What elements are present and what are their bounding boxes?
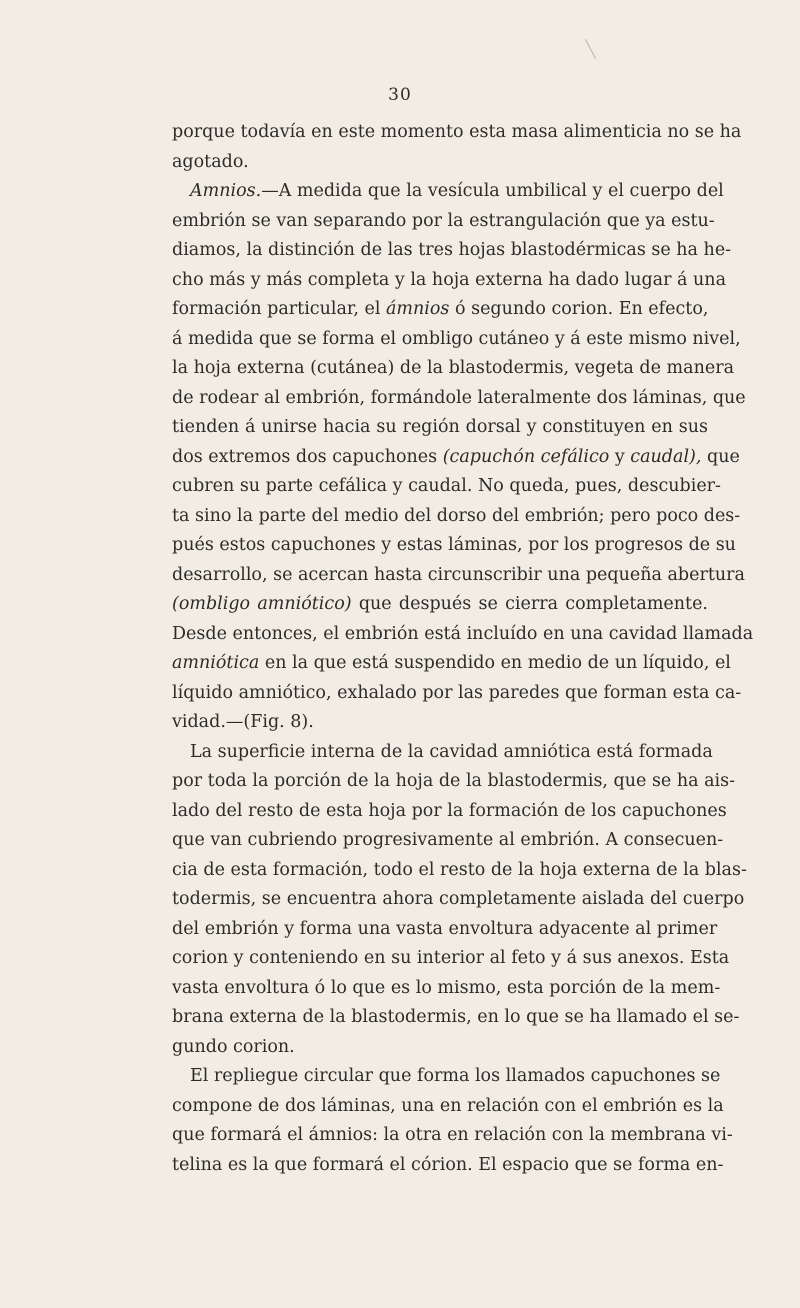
text-line: [172, 177, 724, 207]
text-line: por toda la porción de la hoja de la blastodermis, que se ha ais-: [172, 771, 736, 791]
text-line: todermis, se encuentra ahora completamente aislada del cuerpo: [172, 889, 745, 909]
text-line: pués estos capuchones y estas láminas, por los progresos de su: [172, 535, 736, 555]
text-run: dos extremos dos capuchones: [172, 446, 443, 467]
text-line: cho más y más completa y la hoja externa ha dado lugar á una: [172, 269, 727, 290]
text-run: y: [609, 446, 631, 467]
text-line: [172, 649, 731, 679]
text-line: vidad.—(Fig. 8).: [172, 712, 314, 732]
text-run: en la que está suspendido en medio de un líquido, el: [259, 653, 731, 673]
page-number: 30: [388, 85, 412, 105]
body-text: [172, 118, 754, 1180]
text-line: La superficie interna de la cavidad amniótica está formada: [190, 741, 713, 762]
text-line: [172, 443, 740, 473]
text-run: que: [701, 446, 740, 467]
text-line: porque todavía en este momento esta masa alimenticia no se ha: [172, 122, 742, 142]
text-line: cubren su parte cefálica y caudal. No queda, pues, descubier-: [172, 476, 721, 496]
text-line: gundo corion.: [172, 1036, 295, 1057]
text-line: del embrión y forma una vasta envoltura adyacente al primer: [172, 918, 718, 939]
text-line: á medida que se forma el ombligo cutáneo y á este mismo nivel,: [172, 328, 741, 349]
italic-term: (ombligo amniótico): [172, 594, 352, 614]
scan-mark: [585, 39, 596, 59]
text-line: Desde entonces, el embrión está incluído en una cavidad llamada: [172, 623, 754, 644]
text-line: que formará el ámnios: la otra en relación con la membrana vi-: [172, 1125, 733, 1145]
text-run: —A medida que la vesícula umbilical y el cuerpo del: [261, 181, 724, 201]
text-line: líquido amniótico, exhalado por las paredes que forman esta ca-: [172, 682, 742, 703]
text-line: lado del resto de esta hoja por la formación de los capuchones: [172, 800, 727, 821]
italic-term: amniótica: [172, 653, 260, 673]
text-line: compone de dos láminas, una en relación con el embrión es la: [172, 1095, 724, 1116]
text-line: brana externa de la blastodermis, en lo que se ha llamado el se-: [172, 1007, 740, 1027]
text-line: desarrollo, se acercan hasta circunscribir una pequeña abertura: [172, 564, 745, 585]
text-line: telina es la que formará el córion. El espacio que se forma en-: [172, 1154, 724, 1175]
italic-term: (capuchón cefálico: [442, 446, 610, 467]
text-run: que después se cierra completamente.: [351, 594, 708, 614]
text-line: cia de esta formación, todo el resto de la hoja externa de la blas-: [172, 859, 747, 880]
italic-term: caudal),: [630, 446, 702, 467]
text-line: [172, 590, 708, 620]
text-run: ó segundo corion. En efecto,: [449, 299, 709, 319]
text-line: ta sino la parte del medio del dorso del embrión; pero poco des-: [172, 505, 741, 526]
text-line: tienden á unirse hacia su región dorsal y constituyen en sus: [172, 417, 708, 437]
text-line: embrión se van separando por la estrangulación que ya estu-: [172, 210, 715, 231]
text-line: que van cubriendo progresivamente al embrión. A consecuen-: [172, 830, 724, 850]
text-line: agotado.: [172, 151, 249, 172]
text-line: diamos, la distinción de las tres hojas blastodérmicas se ha he-: [172, 240, 732, 260]
text-line: la hoja externa (cutánea) de la blastodermis, vegeta de manera: [172, 358, 735, 378]
text-line: corion y conteniendo en su interior al feto y á sus anexos. Esta: [172, 948, 730, 968]
text-line: vasta envoltura ó lo que es lo mismo, esta porción de la mem-: [172, 977, 721, 998]
text-line: de rodear al embrión, formándole lateralmente dos láminas, que: [172, 387, 746, 408]
italic-term: Amnios.: [190, 181, 262, 201]
text-run: formación particular, el: [172, 299, 386, 319]
italic-term: ámnios: [386, 299, 450, 319]
text-line: [172, 295, 708, 325]
text-line: El repliegue circular que forma los llamados capuchones se: [190, 1066, 721, 1086]
